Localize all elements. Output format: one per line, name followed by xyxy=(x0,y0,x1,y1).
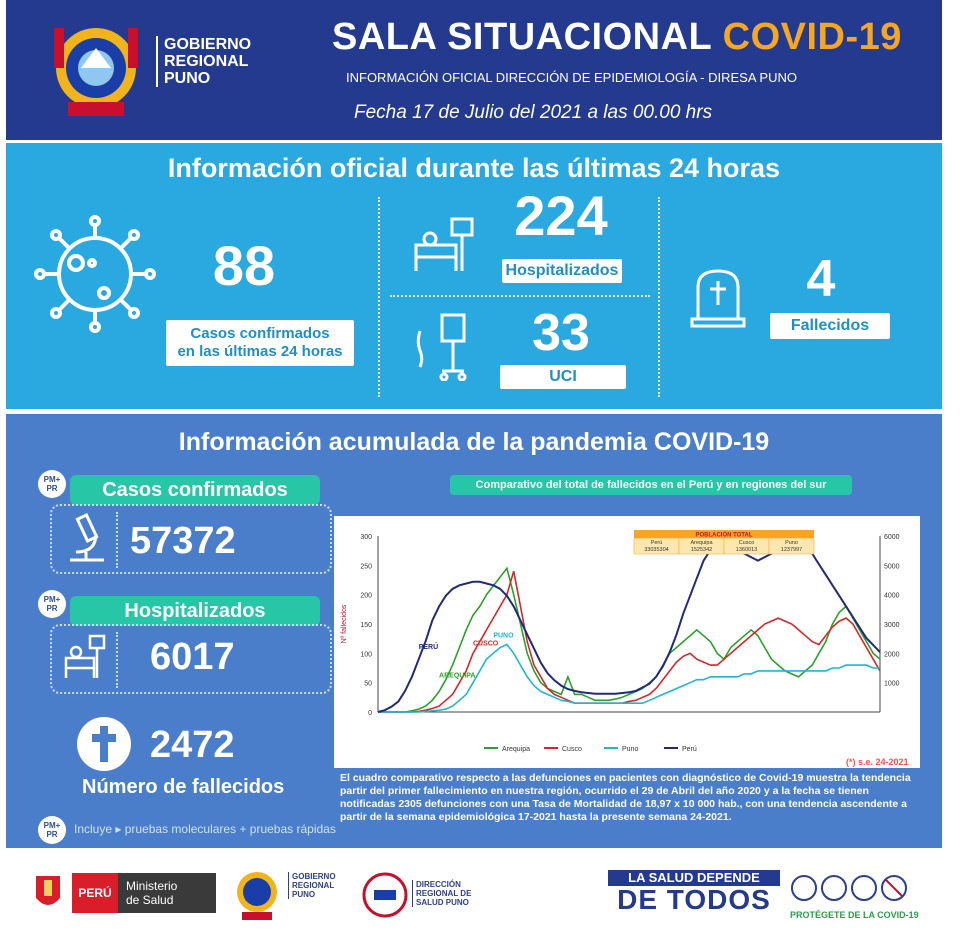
table-header: POBLACIÓN TOTAL xyxy=(695,532,753,539)
legend-label: Perú xyxy=(682,746,697,753)
footer-gov-2: REGIONAL xyxy=(292,881,335,890)
hospitalized-24h-label: Hospitalizados xyxy=(502,259,622,283)
deaths-comparison-chart xyxy=(334,516,920,768)
last-24h-panel xyxy=(6,143,942,409)
subtitle: INFORMACIÓN OFICIAL DIRECCIÓN DE EPIDEMIOLOGÍA - DIRESA PUNO xyxy=(346,70,797,85)
y2-tick-label: 5000 xyxy=(884,563,900,571)
header-banner xyxy=(6,0,942,140)
table-col-value: 1525342 xyxy=(690,547,713,553)
table-col-value: 1237997 xyxy=(780,547,803,553)
y2-tick-label: 2000 xyxy=(884,651,900,659)
footer-gov-3: PUNO xyxy=(292,890,316,899)
hospital-bed-icon xyxy=(412,215,480,275)
hosp-box-divider xyxy=(116,632,118,688)
virus-icon xyxy=(34,215,156,333)
ministerio-salud-label xyxy=(118,873,216,913)
series-line-cusco xyxy=(378,571,880,712)
cases-24h-label-2: en las últimas 24 horas xyxy=(177,343,343,360)
pmpr-badge-hosp: PM+ PR xyxy=(38,590,66,618)
divider-middle xyxy=(390,295,650,297)
hosp-total-value: 6017 xyxy=(150,636,235,678)
cases-total-label: Casos confirmados xyxy=(70,475,320,505)
deaths-24h-value: 4 xyxy=(806,250,836,308)
footer-gov-text xyxy=(288,872,336,899)
pmpr-badge-cases: PM+ PR xyxy=(38,470,66,498)
gobierno-regional-footer-logo xyxy=(232,868,282,922)
y-tick-label: 0 xyxy=(368,710,372,717)
series-label: CUSCO xyxy=(472,640,499,648)
table-col-label: Puno xyxy=(785,540,798,546)
icu-24h-label: UCI xyxy=(500,365,626,389)
y2-tick-label: 3000 xyxy=(884,622,900,629)
table-col-value: 1360013 xyxy=(735,547,758,553)
hosp-total-label: Hospitalizados xyxy=(70,596,320,626)
chart-description: El cuadro comparativo respecto a las defunciones en pacientes con diagnóstico de Covid-19 muestra la tendencia partir del primer fallecimiento en nuestra región, ocurrido el 29 de Abril del año 2020 y a la fecha se tienen notificadas 2305 defunciones con una Tasa de Mortalidad de 18,97 x 10 000 hab., con una tendencia ascendente a partir de la semana epidemiológica 17-2021 hasta la presente semana 24-2021. xyxy=(340,772,911,823)
legend-label: Puno xyxy=(622,746,639,753)
accumulated-heading: Información acumulada de la pandemia COVID-19 xyxy=(178,428,770,456)
cases-total-value: 57372 xyxy=(130,520,236,562)
deaths-total-value: 2472 xyxy=(150,724,235,766)
legend-label: Arequipa xyxy=(502,746,531,753)
microscope-icon xyxy=(66,512,108,564)
series-line-arequipa xyxy=(378,568,880,712)
prevention-icons xyxy=(790,872,920,904)
page-title xyxy=(332,16,902,59)
gov-line-2: REGIONAL xyxy=(164,53,249,70)
y-tick-label: 100 xyxy=(360,651,372,659)
deaths-24h-label: Fallecidos xyxy=(770,313,890,339)
series-label: PERÚ xyxy=(418,644,439,652)
cases-24h-label xyxy=(166,320,354,366)
title-main: SALA SITUACIONAL xyxy=(332,16,712,58)
table-col-label: Arequipa xyxy=(690,540,713,546)
cases-24h-value: 88 xyxy=(212,234,276,297)
gov-line-1: GOBIERNO xyxy=(164,36,252,53)
minsa-line-2: de Salud xyxy=(126,893,174,907)
chart-source: Fuente: Red Nacional de Epidemiología (RENACE) xyxy=(340,757,546,767)
table-col-value: 33035304 xyxy=(644,547,669,553)
footer-dir-1: DIRECCIÓN xyxy=(416,880,461,889)
peru-coat-of-arms-icon xyxy=(28,870,68,916)
pmpr-badge-note: PM+ PR xyxy=(38,816,66,844)
divider-right xyxy=(658,197,660,397)
peru-label: PERÚ xyxy=(72,873,118,913)
footer-dir-3: SALUD PUNO xyxy=(416,898,469,907)
y-tick-label: 300 xyxy=(360,534,372,541)
gobierno-regional-text xyxy=(156,36,251,87)
y2-tick-label: 1000 xyxy=(884,680,900,688)
slogan-line-2: DE TODOS xyxy=(617,884,771,915)
y-tick-label: 200 xyxy=(360,592,372,600)
series-line-perú xyxy=(378,543,880,712)
icu-24h-value: 33 xyxy=(532,304,590,362)
se-note: (*) s.e. 24-2021 xyxy=(846,757,909,767)
divider-left xyxy=(378,197,380,397)
y-tick-label: 150 xyxy=(360,622,372,629)
hospital-bed-icon-small xyxy=(62,632,110,682)
diresa-logo xyxy=(362,872,408,918)
footer-gov-1: GOBIERNO xyxy=(292,872,336,881)
y-tick-label: 50 xyxy=(364,680,372,688)
protect-slogan: PROTÉGETE DE LA COVID-19 xyxy=(790,910,919,920)
title-accent: COVID-19 xyxy=(722,16,902,58)
last-24h-heading: Información oficial durante las últimas 24 horas xyxy=(167,153,781,183)
slogan-line-1: LA SALUD DEPENDE xyxy=(608,870,780,886)
y-axis-label: Nº fallecidos xyxy=(341,604,348,644)
legend-label: Cusco xyxy=(562,746,582,753)
gobierno-regional-puno-logo xyxy=(46,18,146,122)
minsa-line-1: Ministerio xyxy=(126,879,178,893)
cases-24h-label-1: Casos confirmados xyxy=(190,325,330,342)
report-date: Fecha 17 de Julio del 2021 a las 00.00 hrs xyxy=(354,102,713,123)
table-col-label: Cusco xyxy=(738,540,755,546)
cross-icon xyxy=(76,716,132,772)
y2-tick-label: 6000 xyxy=(884,534,900,541)
series-label: PUNO xyxy=(493,632,514,640)
tombstone-icon xyxy=(690,265,746,329)
chart-title: Comparativo del total de fallecidos en el Perú y en regiones del sur xyxy=(450,475,852,495)
deaths-total-label: Número de fallecidos xyxy=(82,776,285,798)
tests-note: Incluye ▸ pruebas moleculares + pruebas rápidas xyxy=(74,822,336,836)
footer-diresa-text xyxy=(412,880,471,907)
y2-tick-label: 4000 xyxy=(884,592,900,600)
table-col-label: Perú xyxy=(650,540,663,546)
series-label: AREQUIPA xyxy=(439,672,476,680)
icu-monitor-icon xyxy=(412,311,480,381)
chart-container xyxy=(334,516,920,768)
hospitalized-24h-value: 224 xyxy=(514,184,608,247)
footer-dir-2: REGIONAL DE xyxy=(416,889,472,898)
y-tick-label: 250 xyxy=(360,563,372,571)
gov-line-3: PUNO xyxy=(164,70,211,87)
cases-box-divider xyxy=(116,512,118,568)
